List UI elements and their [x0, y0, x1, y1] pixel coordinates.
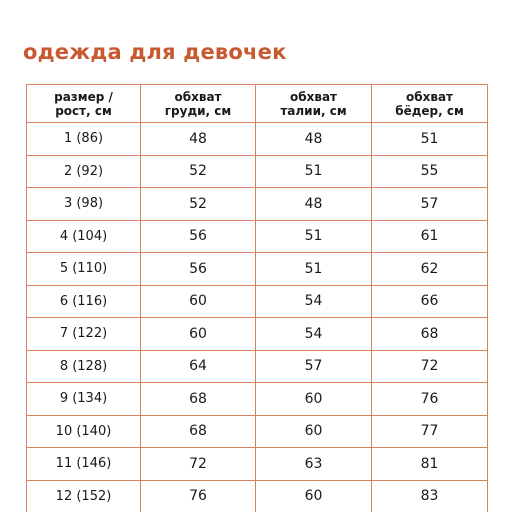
page-title: одежда для девочек [23, 40, 287, 64]
cell-hips: 62 [372, 253, 488, 286]
cell-waist: 51 [256, 155, 372, 188]
header-waist [256, 85, 372, 123]
cell-hips: 83 [372, 480, 488, 512]
cell-waist: 60 [256, 480, 372, 512]
cell-size: 9 (134) [27, 383, 141, 416]
cell-waist: 60 [256, 383, 372, 416]
cell-hips: 72 [372, 350, 488, 383]
cell-size: 3 (98) [27, 188, 141, 221]
cell-size: 6 (116) [27, 285, 141, 318]
table-row [27, 350, 488, 383]
cell-size: 8 (128) [27, 350, 141, 383]
cell-hips: 76 [372, 383, 488, 416]
header-label: рост, см [55, 103, 112, 118]
cell-chest: 60 [141, 285, 256, 318]
table-row [27, 220, 488, 253]
cell-hips: 66 [372, 285, 488, 318]
cell-chest: 52 [141, 155, 256, 188]
cell-waist: 51 [256, 253, 372, 286]
cell-waist: 54 [256, 285, 372, 318]
table-row [27, 253, 488, 286]
table-row [27, 155, 488, 188]
cell-size: 11 (146) [27, 448, 141, 481]
header-label: бёдер, см [395, 103, 464, 118]
table-body [27, 123, 488, 512]
cell-hips: 61 [372, 220, 488, 253]
cell-hips: 77 [372, 415, 488, 448]
cell-chest: 60 [141, 318, 256, 351]
table-row [27, 448, 488, 481]
header-hips [372, 85, 488, 123]
cell-waist: 63 [256, 448, 372, 481]
cell-waist: 60 [256, 415, 372, 448]
table-row [27, 123, 488, 156]
cell-hips: 55 [372, 155, 488, 188]
cell-size: 10 (140) [27, 415, 141, 448]
table-header-row [27, 85, 488, 123]
cell-chest: 64 [141, 350, 256, 383]
table-row [27, 318, 488, 351]
cell-hips: 51 [372, 123, 488, 156]
cell-size: 5 (110) [27, 253, 141, 286]
table-row [27, 285, 488, 318]
header-chest [141, 85, 256, 123]
table-row [27, 188, 488, 221]
table-row [27, 480, 488, 512]
size-table [26, 84, 488, 512]
header-label: обхват [405, 89, 453, 104]
cell-waist: 48 [256, 188, 372, 221]
table-row [27, 415, 488, 448]
cell-hips: 57 [372, 188, 488, 221]
cell-chest: 72 [141, 448, 256, 481]
header-label: талии, см [280, 103, 347, 118]
cell-size: 1 (86) [27, 123, 141, 156]
cell-waist: 54 [256, 318, 372, 351]
header-size-height [27, 85, 141, 123]
cell-size: 7 (122) [27, 318, 141, 351]
cell-chest: 56 [141, 220, 256, 253]
header-label: обхват [289, 89, 337, 104]
cell-chest: 56 [141, 253, 256, 286]
cell-chest: 48 [141, 123, 256, 156]
cell-chest: 68 [141, 383, 256, 416]
header-label: размер / [54, 89, 113, 104]
header-label: обхват [174, 89, 222, 104]
cell-size: 4 (104) [27, 220, 141, 253]
cell-chest: 68 [141, 415, 256, 448]
cell-hips: 68 [372, 318, 488, 351]
cell-chest: 76 [141, 480, 256, 512]
header-label: груди, см [164, 103, 232, 118]
table-row [27, 383, 488, 416]
cell-waist: 57 [256, 350, 372, 383]
cell-waist: 48 [256, 123, 372, 156]
cell-size: 12 (152) [27, 480, 141, 512]
cell-size: 2 (92) [27, 155, 141, 188]
cell-hips: 81 [372, 448, 488, 481]
cell-chest: 52 [141, 188, 256, 221]
cell-waist: 51 [256, 220, 372, 253]
